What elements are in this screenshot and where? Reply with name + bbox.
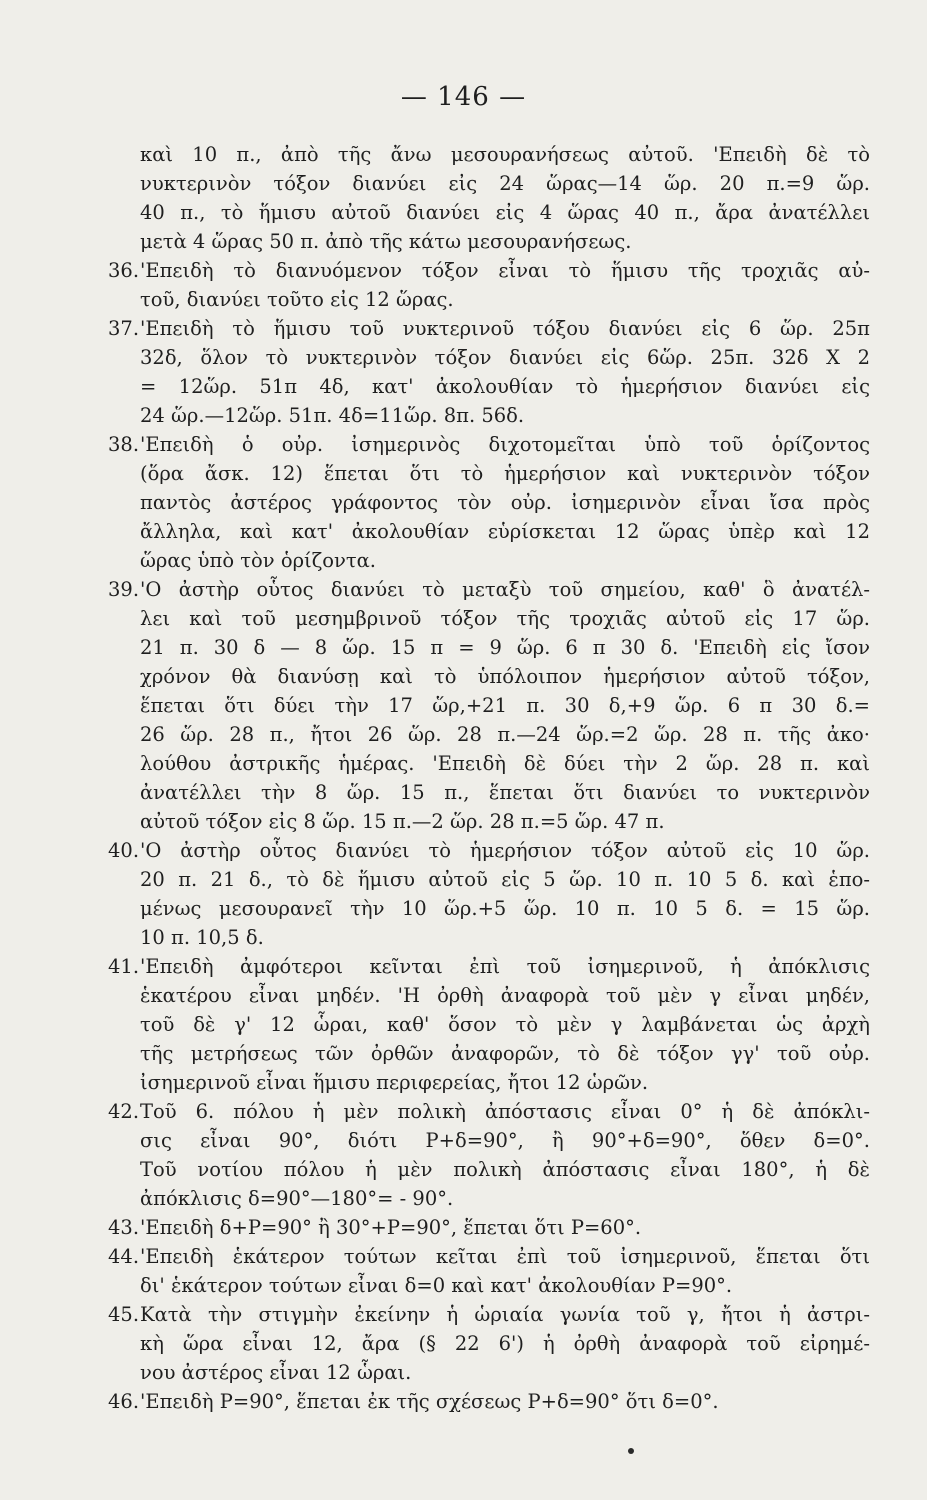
text-line: σις εἶναι 90°, διότι P+δ=90°, ἢ 90°+δ=90°, ὅθεν δ=0°. <box>140 1129 870 1152</box>
page-body-text <box>110 140 870 1416</box>
text-line: ὥρας ὑπὸ τὸν ὁρίζοντα. <box>140 549 377 572</box>
text-line: 'Επειδὴ ὁ οὐρ. ἰσημερινὸς διχοτομεῖται ὑπὸ τοῦ ὁρίζοντος <box>140 433 870 456</box>
text-line: ἰσημερινοῦ εἶναι ἥμισυ περιφερείας, ἤτοι 12 ὡρῶν. <box>140 1071 649 1094</box>
text-line: 'Επειδὴ τὸ διανυόμενον τόξον εἶναι τὸ ἥμισυ τῆς τροχιᾶς αὐ- <box>140 259 870 282</box>
text-line: ἀπόκλισις δ=90°—180°= - 90°. <box>140 1187 454 1210</box>
text-line: Κατὰ τὴν στιγμὴν ἐκείνην ἡ ὡριαία γωνία τοῦ γ, ἤτοι ἡ ἀστρι- <box>140 1303 870 1326</box>
exercise-number: 45. <box>108 1303 140 1326</box>
text-line: λει καὶ τοῦ μεσημβρινοῦ τόξον τῆς τροχιᾶς αὐτοῦ εἰς 17 ὥρ. <box>140 607 870 630</box>
text-line: ἕπεται ὅτι δύει τὴν 17 ὥρ,+21 π. 30 δ,+9 ὥρ. 6 π 30 δ.= <box>140 694 870 717</box>
text-line: τοῦ, διανύει τοῦτο εἰς 12 ὥρας. <box>140 288 454 311</box>
exercise-paragraph <box>110 1387 870 1416</box>
text-line: = 12ὥρ. 51π 4δ, κατ' ἀκολουθίαν τὸ ἡμερήσιον διανύει εἰς <box>140 375 870 398</box>
text-line: 20 π. 21 δ., τὸ δὲ ἥμισυ αὐτοῦ εἰς 5 ὥρ. 10 π. 10 5 δ. καὶ ἑπο- <box>140 868 870 891</box>
exercise-number: 39. <box>108 578 140 601</box>
text-line: λούθου ἀστρικῆς ἡμέρας. 'Επειδὴ δὲ δύει τὴν 2 ὥρ. 28 π. καὶ <box>140 752 870 775</box>
exercise-paragraph <box>110 314 870 430</box>
exercise-number: 42. <box>108 1100 140 1123</box>
text-line: καὶ 10 π., ἀπὸ τῆς ἄνω μεσουρανήσεως αὐτοῦ. 'Επειδὴ δὲ τὸ <box>140 143 870 166</box>
text-line: 26 ὥρ. 28 π., ἤτοι 26 ὥρ. 28 π.—24 ὥρ.=2 ὥρ. 28 π. τῆς ἀκο· <box>140 723 870 746</box>
exercise-number: 37. <box>108 317 140 340</box>
text-line: (ὅρα ἄσκ. 12) ἕπεται ὅτι τὸ ἡμερήσιον καὶ νυκτερινὸν τόξον <box>140 462 870 485</box>
exercise-number: 36. <box>108 259 140 282</box>
exercise-paragraph <box>110 1213 870 1242</box>
text-line: μετὰ 4 ὥρας 50 π. ἀπὸ τῆς κάτω μεσουρανήσεως. <box>140 230 632 253</box>
text-line: αὐτοῦ τόξον εἰς 8 ὥρ. 15 π.—2 ὥρ. 28 π.=5 ὥρ. 47 π. <box>140 810 665 833</box>
text-line: 10 π. 10,5 δ. <box>140 926 264 949</box>
text-line: δι' ἑκάτερον τούτων εἶναι δ=0 καὶ κατ' ἀκολουθίαν P=90°. <box>140 1274 733 1297</box>
text-line: νυκτερινὸν τόξον διανύει εἰς 24 ὥρας—14 ὥρ. 20 π.=9 ὥρ. <box>140 172 870 195</box>
text-line: 21 π. 30 δ — 8 ὥρ. 15 π = 9 ὥρ. 6 π 30 δ. 'Επειδὴ εἰς ἴσον <box>140 636 870 659</box>
text-line: 'Επειδὴ δ+P=90° ἢ 30°+P=90°, ἕπεται ὅτι P=60°. <box>140 1216 642 1239</box>
text-line: μένως μεσουρανεῖ τὴν 10 ὥρ.+5 ὥρ. 10 π. 10 5 δ. = 15 ὥρ. <box>140 897 870 920</box>
text-line: ἑκατέρου εἶναι μηδέν. 'Η ὀρθὴ ἀναφορὰ τοῦ μὲν γ εἶναι μηδέν, <box>140 984 870 1007</box>
exercise-paragraph <box>110 952 870 1097</box>
text-line: Τοῦ 6. πόλου ἡ μὲν πολικὴ ἀπόστασις εἶναι 0° ἡ δὲ ἀπόκλι- <box>140 1100 870 1123</box>
text-line: παντὸς ἀστέρος γράφοντος τὸν οὐρ. ἰσημερινὸν εἶναι ἴσα πρὸς <box>140 491 870 514</box>
exercise-paragraph <box>110 575 870 836</box>
page-number: — 146 — <box>400 82 527 112</box>
continued-paragraph <box>110 140 870 256</box>
text-line: τοῦ δὲ γ' 12 ὧραι, καθ' ὅσον τὸ μὲν γ λαμβάνεται ὡς ἀρχὴ <box>140 1013 870 1036</box>
exercise-paragraph <box>110 430 870 575</box>
ink-speck <box>628 1448 634 1454</box>
exercise-paragraph <box>110 256 870 314</box>
exercise-number: 46. <box>108 1390 140 1413</box>
text-line: ἄλληλα, καὶ κατ' ἀκολουθίαν εὑρίσκεται 12 ὥρας ὑπὲρ καὶ 12 <box>140 520 870 543</box>
text-line: 24 ὥρ.—12ὥρ. 51π. 4δ=11ὥρ. 8π. 56δ. <box>140 404 525 427</box>
exercise-paragraph <box>110 1242 870 1300</box>
exercise-number: 38. <box>108 433 140 456</box>
exercise-paragraph <box>110 1300 870 1387</box>
text-line: νου ἀστέρος εἶναι 12 ὧραι. <box>140 1361 412 1384</box>
text-line: ἀνατέλλει τὴν 8 ὥρ. 15 π., ἕπεται ὅτι διανύει το νυκτερινὸν <box>140 781 870 804</box>
text-line: 'Επειδὴ P=90°, ἕπεται ἐκ τῆς σχέσεως P+δ=90° ὅτι δ=0°. <box>140 1390 719 1413</box>
text-line: 'Ο ἀστὴρ οὗτος διανύει τὸ ἡμερήσιον τόξον αὐτοῦ εἰς 10 ὥρ. <box>140 839 870 862</box>
text-line: κὴ ὥρα εἶναι 12, ἄρα (§ 22 6') ἡ ὀρθὴ ἀναφορὰ τοῦ εἰρημέ- <box>140 1332 870 1355</box>
exercise-number: 44. <box>108 1245 140 1268</box>
text-line: χρόνον θὰ διανύσῃ καὶ τὸ ὑπόλοιπον ἡμερήσιον αὐτοῦ τόξον, <box>140 665 870 688</box>
text-line: τῆς μετρήσεως τῶν ὀρθῶν ἀναφορῶν, τὸ δὲ τόξον γγ' τοῦ οὐρ. <box>140 1042 870 1065</box>
text-line: 'Επειδὴ ἀμφότεροι κεῖνται ἐπὶ τοῦ ἰσημερινοῦ, ἡ ἀπόκλισις <box>140 955 870 978</box>
text-line: 'Επειδὴ τὸ ἥμισυ τοῦ νυκτερινοῦ τόξου διανύει εἰς 6 ὥρ. 25π <box>140 317 870 340</box>
text-line: 'Ο ἀστὴρ οὗτος διανύει τὸ μεταξὺ τοῦ σημείου, καθ' ὃ ἀνατέλ- <box>140 578 870 601</box>
text-line: 40 π., τὸ ἥμισυ αὐτοῦ διανύει εἰς 4 ὥρας 40 π., ἄρα ἀνατέλλει <box>140 201 870 224</box>
exercise-paragraph <box>110 1097 870 1213</box>
exercise-number: 41. <box>108 955 140 978</box>
text-line: 32δ, ὅλον τὸ νυκτερινὸν τόξον διανύει εἰς 6ὥρ. 25π. 32δ X 2 <box>140 346 870 369</box>
text-line: Τοῦ νοτίου πόλου ἡ μὲν πολικὴ ἀπόστασις εἶναι 180°, ἡ δὲ <box>140 1158 870 1181</box>
exercise-number: 43. <box>108 1216 140 1239</box>
exercise-number: 40. <box>108 839 140 862</box>
text-line: 'Επειδὴ ἑκάτερον τούτων κεῖται ἐπὶ τοῦ ἰσημερινοῦ, ἕπεται ὅτι <box>140 1245 870 1268</box>
exercise-paragraph <box>110 836 870 952</box>
